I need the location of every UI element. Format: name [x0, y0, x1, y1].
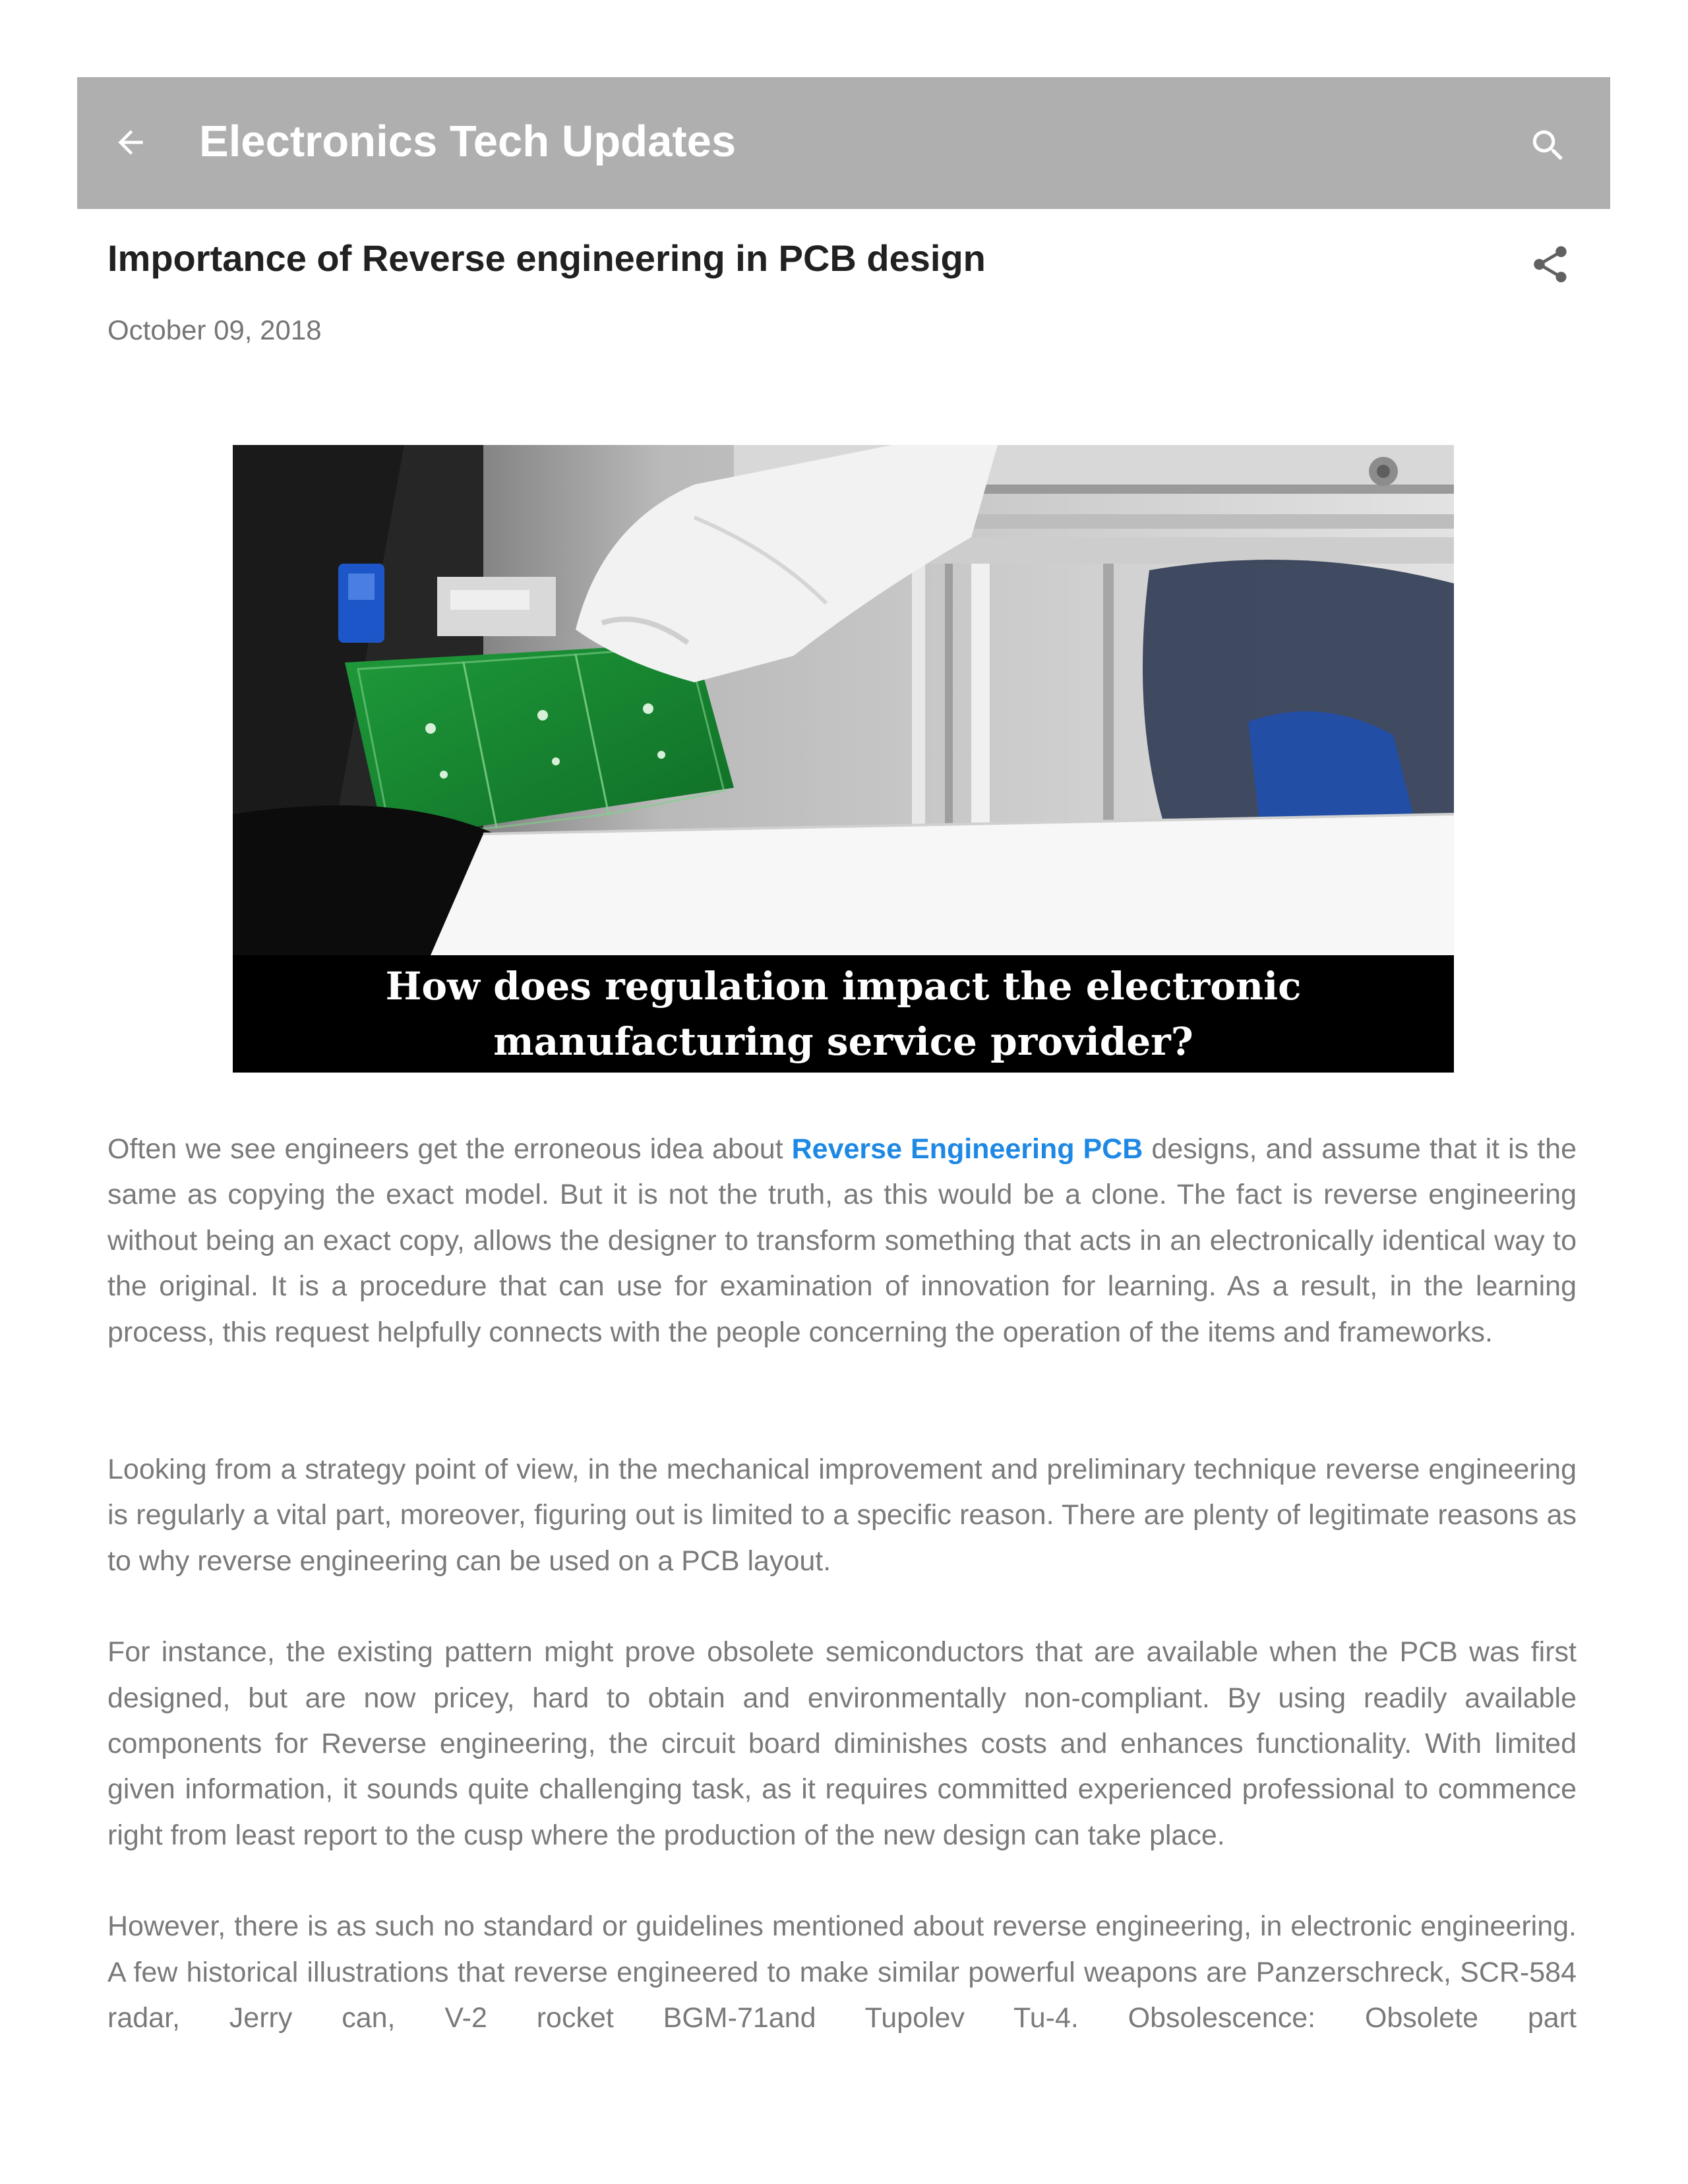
back-button[interactable] [106, 117, 156, 167]
post-title: Importance of Reverse engineering in PCB design [107, 237, 986, 279]
share-icon [1528, 243, 1572, 286]
reverse-engineering-pcb-link[interactable]: Reverse Engineering PCB [791, 1133, 1143, 1165]
paragraph-1 [107, 1127, 1577, 1355]
arrow-left-icon [112, 124, 149, 161]
pcb-photo-illustration [233, 445, 1454, 955]
post-date: October 09, 2018 [107, 314, 322, 345]
paragraph-spacer [107, 1355, 1577, 1447]
search-icon [1528, 125, 1569, 166]
paragraph-1-text-after: designs, and assume that it is the same as copying the exact model. But it is not the truth, as this would be a clone. The fact is reverse engineering without being an exact copy, allows the designer to transform something that acts in an electronically identical way to the original. It is a procedure that can use for examination of innovation for learning. As a result, in the learning process, this request helpfully connects with the people concerning the operation of the items and frameworks. [107, 1133, 1577, 1348]
paragraph-2: Looking from a strategy point of view, in the mechanical improvement and preliminary technique reverse engineering is regularly a vital part, moreover, figuring out is limited to a specific reason. There are plenty of legitimate reasons as to why reverse engineering can be used on a PCB layout. [107, 1454, 1577, 1577]
paragraph-1-text-before: Often we see engineers get the erroneous idea about [107, 1133, 792, 1165]
image-caption-banner [233, 955, 1454, 1073]
paragraph-spacer [107, 1584, 1577, 1630]
search-button[interactable] [1523, 121, 1573, 171]
paragraph-4: However, there is as such no standard or guidelines mentioned about reverse engineering, in electronic engineering. A few historical illustrations that reverse engineered to make similar powerful weapons are Panzerschreck, SCR-584 radar, Jerry can, V-2 rocket BGM-71and Tupolev Tu-4. Obsolescence: Obsolete part [107, 1910, 1577, 2034]
paragraph-3: For instance, the existing pattern might prove obsolete semiconductors that are available when the PCB was first designed, but are now pricey, hard to obtain and environmentally non-compliant. By using readily available components for Reverse engineering, the circuit board diminishes costs and enhances functionality. With limited given information, it sounds quite challenging task, as it requires committed experienced professional to commence right from least report to the cusp where the production of the new design can take place. [107, 1636, 1577, 1851]
site-title[interactable]: Electronics Tech Updates [199, 117, 737, 166]
share-button[interactable] [1523, 237, 1577, 291]
post-body [107, 1127, 1577, 2042]
post-image[interactable] [233, 445, 1454, 1073]
image-caption: How does regulation impact the electronic manufacturing service provider? [385, 964, 1302, 1064]
paragraph-spacer [107, 1858, 1577, 1904]
